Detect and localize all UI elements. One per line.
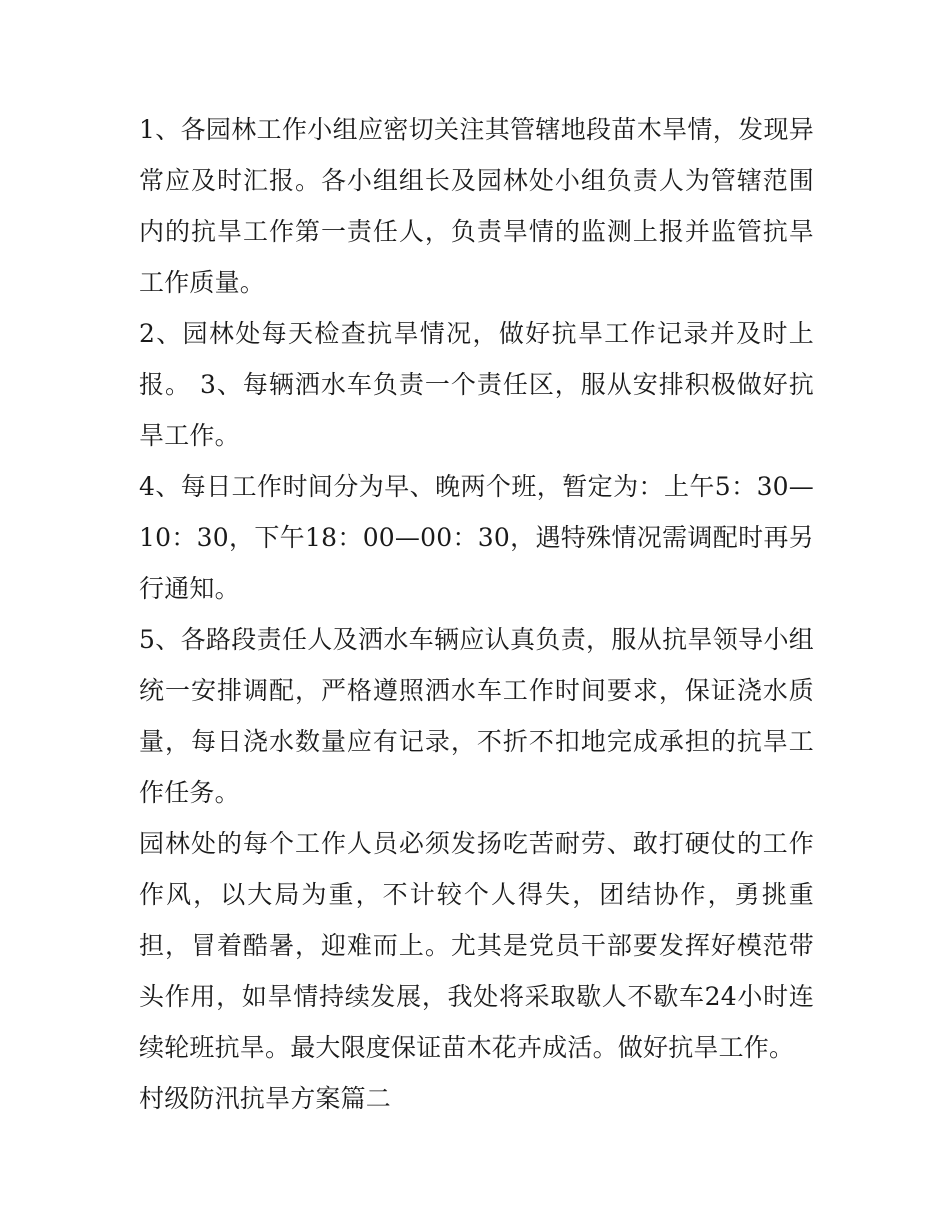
paragraph-1: 1、各园林工作小组应密切关注其管辖地段苗木旱情，发现异常应及时汇报。各小组组长及园林处小组负责人为管辖范围内的抗旱工作第一责任人，负责旱情的监测上报并监管抗旱工作质量。	[139, 115, 814, 297]
section-heading: 村级防汛抗旱方案篇二	[139, 1084, 392, 1113]
paragraph-4: 5、各路段责任人及洒水车辆应认真负责，服从抗旱领导小组统一安排调配，严格遵照洒水车工作时间要求，保证浇水质量，每日浇水数量应有记录，不折不扣地完成承担的抗旱工作任务。	[139, 625, 814, 807]
paragraph-3: 4、每日工作时间分为早、晚两个班，暂定为：上午5：30—10：30，下午18：00—00：30，遇特殊情况需调配时再另行通知。	[139, 472, 814, 603]
document-body	[139, 104, 814, 1124]
paragraph-2: 2、园林处每天检查抗旱情况，做好抗旱工作记录并及时上报。 3、每辆洒水车负责一个责任区，服从安排积极做好抗旱工作。	[139, 319, 814, 450]
paragraph-5: 园林处的每个工作人员必须发扬吃苦耐劳、敢打硬仗的工作作风，以大局为重，不计较个人得失，团结协作，勇挑重担，冒着酷暑，迎难而上。尤其是党员干部要发挥好模范带头作用，如旱情持续发展，我处将采取歇人不歇车24小时连续轮班抗旱。最大限度保证苗木花卉成活。做好抗旱工作。	[139, 829, 814, 1062]
